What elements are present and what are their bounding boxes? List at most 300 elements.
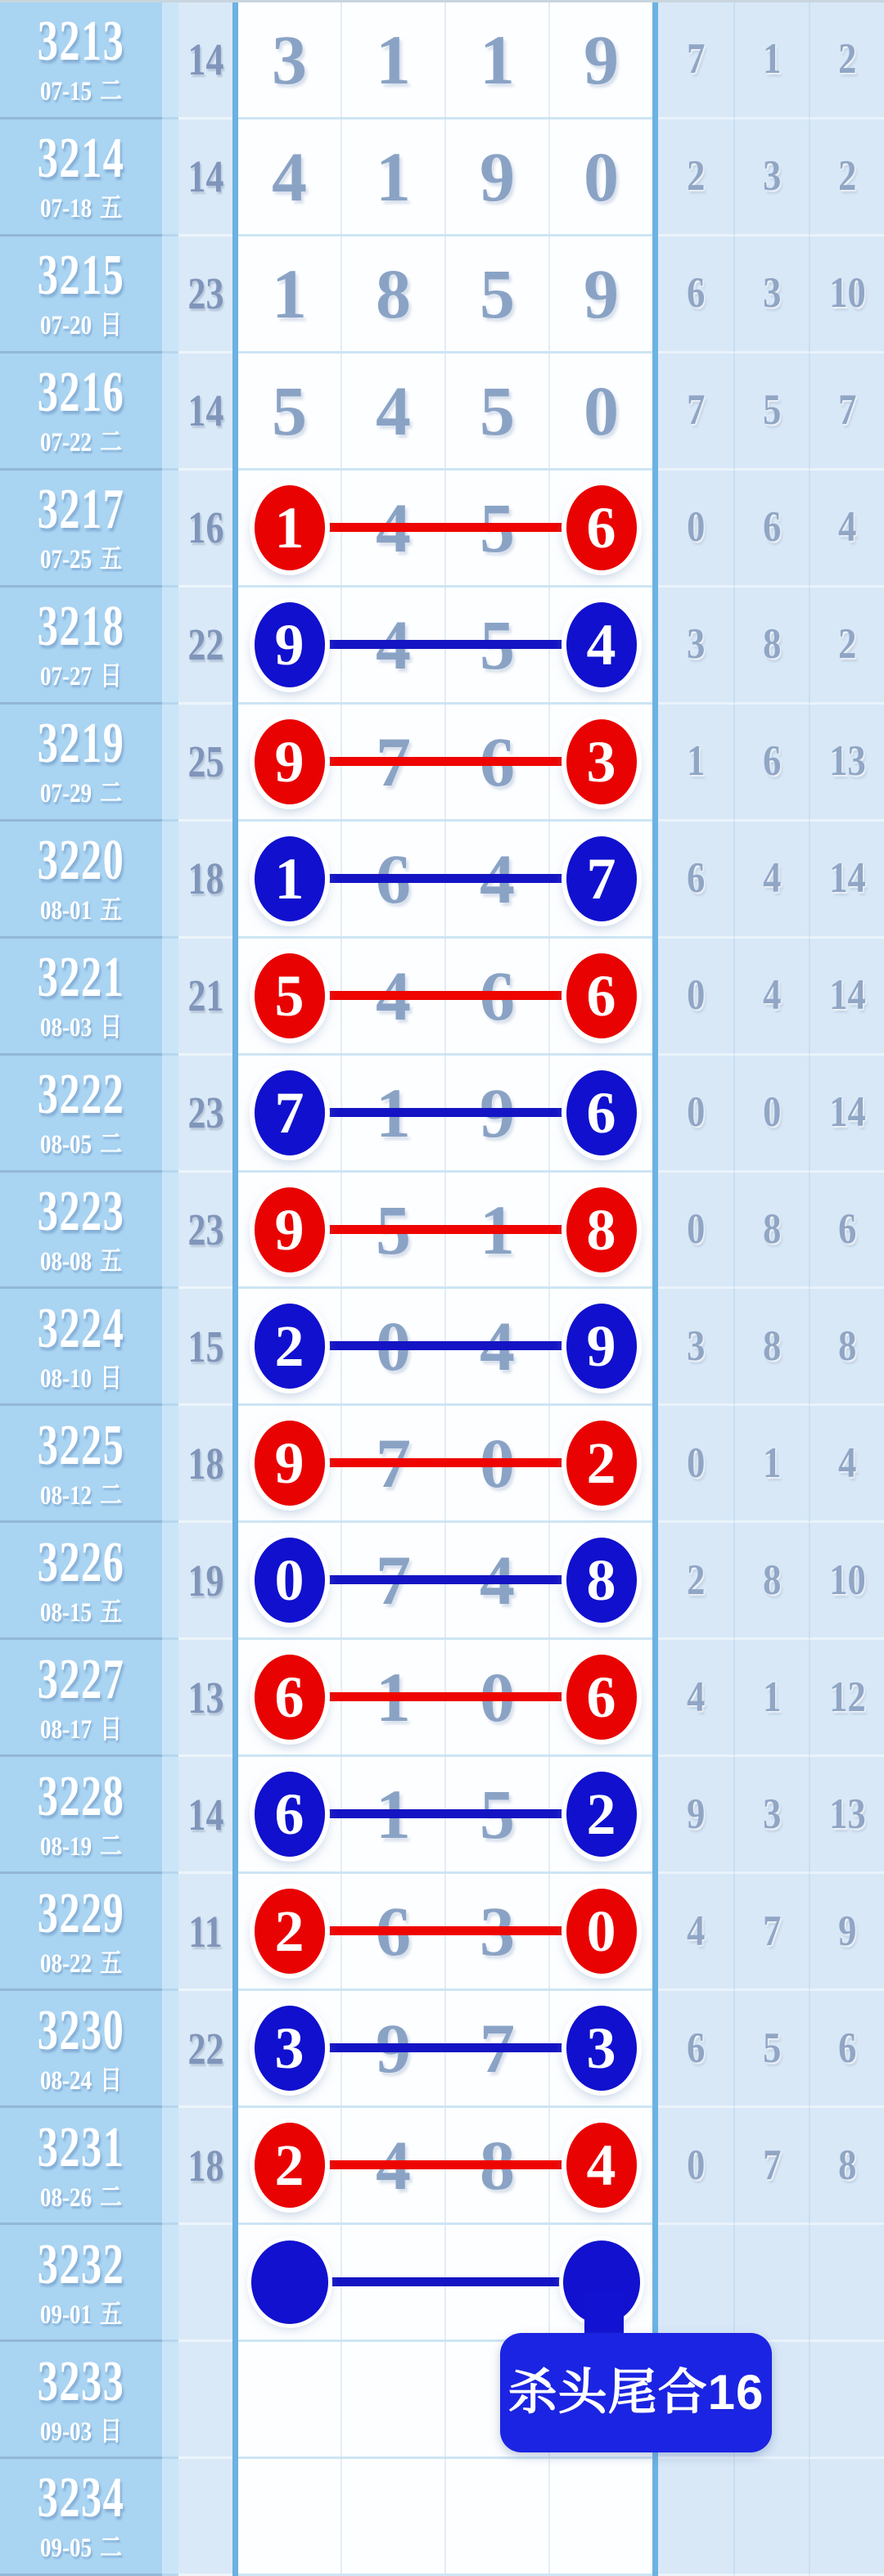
stat-cell [733, 939, 809, 1056]
digit-cell [341, 354, 444, 468]
period-cell [0, 119, 162, 236]
period-number: 3232 [37, 2232, 125, 2296]
prediction-callout [500, 2333, 772, 2452]
period-number: 3227 [37, 1647, 125, 1711]
digit-cell [238, 236, 341, 351]
stat-cell [733, 1173, 809, 1290]
period-number: 3223 [37, 1180, 125, 1243]
draw-weekday: 五 [99, 2299, 123, 2330]
digit-value: 2 [255, 2123, 325, 2208]
digits-area [238, 1173, 652, 1290]
head-tail-connector-line [290, 523, 601, 532]
vertical-border-right [652, 2225, 658, 2342]
table-row [0, 705, 884, 822]
digit-cell [238, 2342, 341, 2457]
period-number: 3234 [37, 2466, 125, 2530]
stat-cell [809, 705, 884, 822]
vertical-border-left [232, 1406, 238, 1523]
stat-cell [658, 588, 733, 705]
period-divider [162, 2459, 178, 2576]
draw-date: 08-19 [39, 1831, 92, 1862]
stat-value: 1 [762, 35, 782, 83]
period-date [39, 2065, 123, 2096]
stat-cell [733, 1640, 809, 1757]
vertical-border-left [232, 1874, 238, 1991]
stat-cell [733, 2225, 809, 2342]
head-tail-connector-line [290, 1926, 601, 1935]
draw-weekday: 二 [99, 1130, 123, 1160]
digits-area [238, 2459, 652, 2576]
period-cell [0, 1056, 162, 1173]
stat-value: 12 [828, 1673, 866, 1721]
stat-value: 0 [762, 1088, 782, 1137]
digits-area [238, 1523, 652, 1640]
period-number: 3226 [37, 1530, 125, 1594]
sum-value: 22 [187, 2023, 223, 2074]
sum-cell [178, 2225, 232, 2342]
stat-cell [809, 822, 884, 939]
digit-cell [548, 119, 652, 234]
stat-cell [809, 1523, 884, 1640]
period-date [40, 898, 122, 925]
stat-value: 8 [837, 2141, 857, 2189]
vertical-border-right [652, 2459, 658, 2576]
vertical-border-left [232, 354, 238, 471]
draw-weekday: 日 [99, 311, 123, 341]
period-cell [0, 2108, 162, 2225]
digit-value: 1 [255, 836, 325, 921]
stat-cell [658, 354, 733, 471]
vertical-border-left [232, 2, 238, 119]
digits-area [238, 236, 652, 354]
period-divider [162, 1757, 178, 1874]
stat-value: 13 [828, 1790, 866, 1838]
stat-value: 9 [837, 1907, 857, 1955]
stat-value: 4 [686, 1907, 706, 1955]
period-number: 3225 [37, 1413, 125, 1477]
prediction-callout-label: 杀头尾合16 [507, 2365, 764, 2420]
stat-value: 10 [828, 1556, 866, 1604]
draw-date: 08-05 [39, 1130, 92, 1160]
stat-cell [658, 1874, 733, 1991]
period-number: 3221 [37, 946, 125, 1010]
digit-value: 0 [584, 371, 619, 450]
vertical-border-right [652, 1757, 658, 1874]
digits-area [238, 822, 652, 939]
vertical-border-right [652, 1523, 658, 1640]
draw-date: 08-12 [39, 1480, 92, 1511]
period-date [40, 1015, 122, 1042]
digit-cell [238, 2459, 341, 2574]
sum-cell [178, 1289, 232, 1406]
stat-cell [733, 1056, 809, 1173]
sum-value: 14 [187, 34, 223, 85]
stat-cell [733, 2, 809, 119]
stat-value: 13 [828, 737, 866, 786]
period-date [40, 664, 122, 691]
vertical-border-right [652, 2108, 658, 2225]
digits-area [238, 588, 652, 705]
stat-cell [658, 2459, 733, 2576]
table-row [0, 471, 884, 588]
vertical-border-right [652, 354, 658, 471]
digit-value: 1 [376, 137, 411, 216]
period-divider [162, 1289, 178, 1406]
period-date [40, 79, 122, 106]
stat-cell [658, 1523, 733, 1640]
period-cell [0, 588, 162, 705]
head-tail-connector-line [290, 757, 601, 766]
draw-weekday: 日 [99, 662, 123, 692]
digit-value: 5 [255, 953, 325, 1038]
stat-value: 7 [686, 35, 706, 83]
draw-weekday: 二 [99, 1831, 123, 1862]
stat-value: 6 [686, 2024, 706, 2072]
stat-cell [733, 2108, 809, 2225]
vertical-border-left [232, 2225, 238, 2342]
draw-date: 08-15 [39, 1597, 92, 1628]
sum-cell [178, 119, 232, 236]
vertical-border-right [652, 1056, 658, 1173]
vertical-border-right [652, 1173, 658, 1290]
stat-cell [658, 119, 733, 236]
stat-cell [809, 236, 884, 354]
stat-cell [809, 1173, 884, 1290]
period-date [40, 1249, 122, 1276]
digit-value: 9 [255, 1421, 325, 1506]
vertical-border-right [652, 119, 658, 236]
sum-value: 23 [187, 268, 223, 319]
vertical-border-left [232, 939, 238, 1056]
sum-value: 14 [187, 1789, 223, 1840]
vertical-border-left [232, 1991, 238, 2108]
draw-weekday: 二 [99, 779, 123, 809]
draw-date: 07-27 [39, 662, 92, 692]
period-number: 3231 [37, 2115, 125, 2179]
table-row [0, 119, 884, 236]
table-row [0, 939, 884, 1056]
period-divider [162, 354, 178, 471]
head-tail-connector-line [290, 2277, 601, 2286]
period-cell [0, 2225, 162, 2342]
digits-area [238, 119, 652, 236]
table-row [0, 2225, 884, 2342]
stat-value: 0 [686, 503, 706, 552]
digit-value: 1 [255, 485, 325, 570]
period-divider [162, 2108, 178, 2225]
sum-cell [178, 2459, 232, 2576]
sum-cell [178, 1991, 232, 2108]
draw-weekday: 日 [99, 2065, 123, 2096]
draw-date: 07-29 [39, 779, 92, 809]
digit-value: 4 [272, 137, 307, 216]
digit-value: 2 [255, 1889, 325, 1974]
table-row [0, 1523, 884, 1640]
draw-weekday: 日 [99, 1714, 123, 1745]
vertical-border-left [232, 2459, 238, 2576]
digit-cell [238, 2225, 341, 2340]
digits-area [238, 1874, 652, 1991]
stat-value: 3 [686, 1322, 706, 1370]
table-row [0, 822, 884, 939]
digit-value: 4 [566, 602, 637, 687]
draw-weekday: 日 [99, 1013, 123, 1043]
stat-cell [733, 1289, 809, 1406]
stat-cell [733, 2459, 809, 2576]
digit-value: 9 [255, 1187, 325, 1272]
digit-value: 3 [566, 719, 637, 804]
sum-cell [178, 939, 232, 1056]
vertical-border-right [652, 705, 658, 822]
stat-cell [809, 2108, 884, 2225]
draw-date: 09-05 [39, 2533, 92, 2564]
vertical-border-right [652, 939, 658, 1056]
sum-value: 25 [187, 736, 223, 787]
period-cell [0, 1173, 162, 1290]
stat-value: 4 [686, 1673, 706, 1721]
period-divider [162, 119, 178, 236]
stat-cell [733, 1757, 809, 1874]
stat-value: 14 [828, 1088, 866, 1137]
period-date [39, 1948, 123, 1979]
head-tail-connector-line [290, 1809, 601, 1818]
stat-value: 7 [762, 1907, 782, 1955]
stat-value: 8 [762, 1556, 782, 1604]
stat-value: 3 [762, 1790, 782, 1838]
period-divider [162, 1056, 178, 1173]
stat-cell [809, 1289, 884, 1406]
sum-value: 18 [187, 2140, 223, 2191]
digit-cell [341, 2459, 444, 2574]
vertical-border-left [232, 2342, 238, 2459]
head-tail-connector-line [290, 1225, 601, 1234]
stat-cell [809, 2459, 884, 2576]
period-date [40, 547, 122, 574]
draw-date: 07-18 [39, 194, 92, 224]
stat-cell [733, 1991, 809, 2108]
digit-value: 4 [376, 371, 411, 450]
period-number: 3217 [37, 478, 125, 542]
digits-area [238, 354, 652, 471]
period-cell [0, 471, 162, 588]
stat-value: 4 [837, 1439, 857, 1487]
stat-value: 14 [828, 854, 866, 903]
sum-cell [178, 1056, 232, 1173]
period-cell [0, 236, 162, 354]
stat-cell [809, 2, 884, 119]
digit-cell [548, 236, 652, 351]
period-number: 3220 [37, 829, 125, 893]
digit-value: 3 [272, 20, 307, 99]
digit-value: 0 [566, 1889, 637, 1974]
stat-value: 5 [762, 2024, 782, 2072]
period-date [39, 1597, 123, 1628]
digit-value: 7 [255, 1070, 325, 1155]
digit-cell [548, 2459, 652, 2574]
stat-value: 6 [686, 854, 706, 903]
vertical-border-left [232, 236, 238, 354]
period-divider [162, 1523, 178, 1640]
sum-value: 22 [187, 619, 223, 670]
sum-cell [178, 2108, 232, 2225]
stat-value: 0 [686, 1439, 706, 1487]
period-date [39, 1480, 123, 1511]
stat-cell [733, 471, 809, 588]
stat-value: 2 [837, 152, 857, 200]
draw-weekday: 五 [99, 1948, 123, 1979]
stat-value: 8 [762, 1322, 782, 1370]
stat-cell [809, 119, 884, 236]
period-number: 3233 [37, 2349, 125, 2413]
period-number: 3230 [37, 1998, 125, 2062]
period-cell [0, 1523, 162, 1640]
stat-value: 0 [686, 971, 706, 1020]
table-row [0, 354, 884, 471]
table-row [0, 1757, 884, 1874]
table-row [0, 2459, 884, 2576]
sum-value: 23 [187, 1205, 223, 1254]
period-cell [0, 2459, 162, 2576]
stat-value: 2 [837, 35, 857, 83]
stat-cell [658, 1406, 733, 1523]
head-tail-connector-line [290, 1575, 601, 1584]
stat-cell [809, 939, 884, 1056]
sum-cell [178, 1406, 232, 1523]
stat-cell [658, 1056, 733, 1173]
stat-value: 2 [686, 1556, 706, 1604]
sum-value: 19 [187, 1555, 223, 1605]
digit-cell [548, 2, 652, 117]
stat-cell [809, 1406, 884, 1523]
table-row [0, 236, 884, 354]
stat-cell [809, 354, 884, 471]
draw-weekday: 五 [99, 1597, 123, 1628]
stat-value: 6 [686, 269, 706, 317]
period-divider [162, 1991, 178, 2108]
sum-cell [178, 2342, 232, 2459]
period-cell [0, 354, 162, 471]
period-cell [0, 939, 162, 1056]
stat-cell [733, 1523, 809, 1640]
stat-cell [658, 1640, 733, 1757]
stat-value: 6 [762, 503, 782, 552]
period-number: 3216 [37, 361, 125, 425]
stat-value: 14 [828, 971, 866, 1020]
stat-cell [733, 236, 809, 354]
period-date [39, 1363, 123, 1394]
period-date [40, 781, 122, 808]
sum-cell [178, 705, 232, 822]
period-number: 3224 [37, 1296, 125, 1360]
digit-cell [238, 119, 341, 234]
stat-cell [733, 1874, 809, 1991]
draw-weekday: 二 [99, 428, 123, 458]
digit-value: 1 [480, 20, 515, 99]
period-date [39, 2299, 123, 2330]
period-cell [0, 1991, 162, 2108]
digit-value: 8 [566, 1187, 637, 1272]
period-divider [162, 2342, 178, 2459]
stat-cell [809, 2225, 884, 2342]
sum-cell [178, 471, 232, 588]
vertical-border-right [652, 1289, 658, 1406]
sum-value: 23 [187, 1088, 223, 1138]
period-cell [0, 705, 162, 822]
vertical-border-right [652, 471, 658, 588]
sum-value: 18 [187, 853, 223, 904]
digit-value: 8 [566, 1538, 637, 1623]
digit-value: 0 [584, 137, 619, 216]
digits-area [238, 705, 652, 822]
period-divider [162, 822, 178, 939]
period-date [39, 2416, 123, 2447]
period-number: 3222 [37, 1063, 125, 1127]
stat-cell [809, 1640, 884, 1757]
digits-area [238, 2108, 652, 2225]
draw-date: 08-26 [39, 2182, 92, 2213]
draw-weekday: 日 [99, 2416, 123, 2447]
period-divider [162, 2, 178, 119]
sum-cell [178, 588, 232, 705]
stat-cell [658, 1757, 733, 1874]
stat-cell [733, 119, 809, 236]
period-number: 3228 [37, 1764, 125, 1828]
sum-cell [178, 354, 232, 471]
period-number: 3218 [37, 595, 125, 659]
draw-weekday: 五 [99, 1247, 123, 1277]
stat-value: 0 [686, 2141, 706, 2189]
head-tail-connector-line [290, 640, 601, 649]
period-date [39, 1831, 123, 1862]
stat-value: 0 [686, 1088, 706, 1137]
pending-dot [251, 2240, 328, 2324]
stat-value: 8 [762, 1205, 782, 1253]
period-cell [0, 2342, 162, 2459]
digits-area [238, 1289, 652, 1406]
period-divider [162, 236, 178, 354]
digit-value: 7 [566, 836, 637, 921]
digit-value: 9 [566, 1304, 637, 1389]
vertical-border-left [232, 822, 238, 939]
period-cell [0, 1757, 162, 1874]
table-row [0, 1406, 884, 1523]
digit-cell [341, 236, 444, 351]
digit-value: 1 [376, 20, 411, 99]
stat-cell [809, 2342, 884, 2459]
table-row [0, 1991, 884, 2108]
table-row [0, 1874, 884, 1991]
vertical-border-left [232, 1640, 238, 1757]
digit-value: 9 [584, 20, 619, 99]
sum-value: 14 [187, 151, 223, 202]
digit-value: 9 [480, 137, 515, 216]
period-date [39, 2182, 123, 2213]
period-date [39, 1714, 123, 1745]
stat-cell [809, 588, 884, 705]
vertical-border-right [652, 1640, 658, 1757]
vertical-border-left [232, 1523, 238, 1640]
sum-value: 15 [187, 1321, 223, 1371]
draw-date: 08-24 [39, 2065, 92, 2096]
digit-value: 6 [566, 1070, 637, 1155]
digit-cell [548, 354, 652, 468]
draw-date: 07-22 [39, 428, 92, 458]
stat-value: 0 [686, 1205, 706, 1253]
stat-cell [809, 1056, 884, 1173]
digits-area [238, 1757, 652, 1874]
sum-cell [178, 236, 232, 354]
period-number: 3215 [37, 244, 125, 308]
